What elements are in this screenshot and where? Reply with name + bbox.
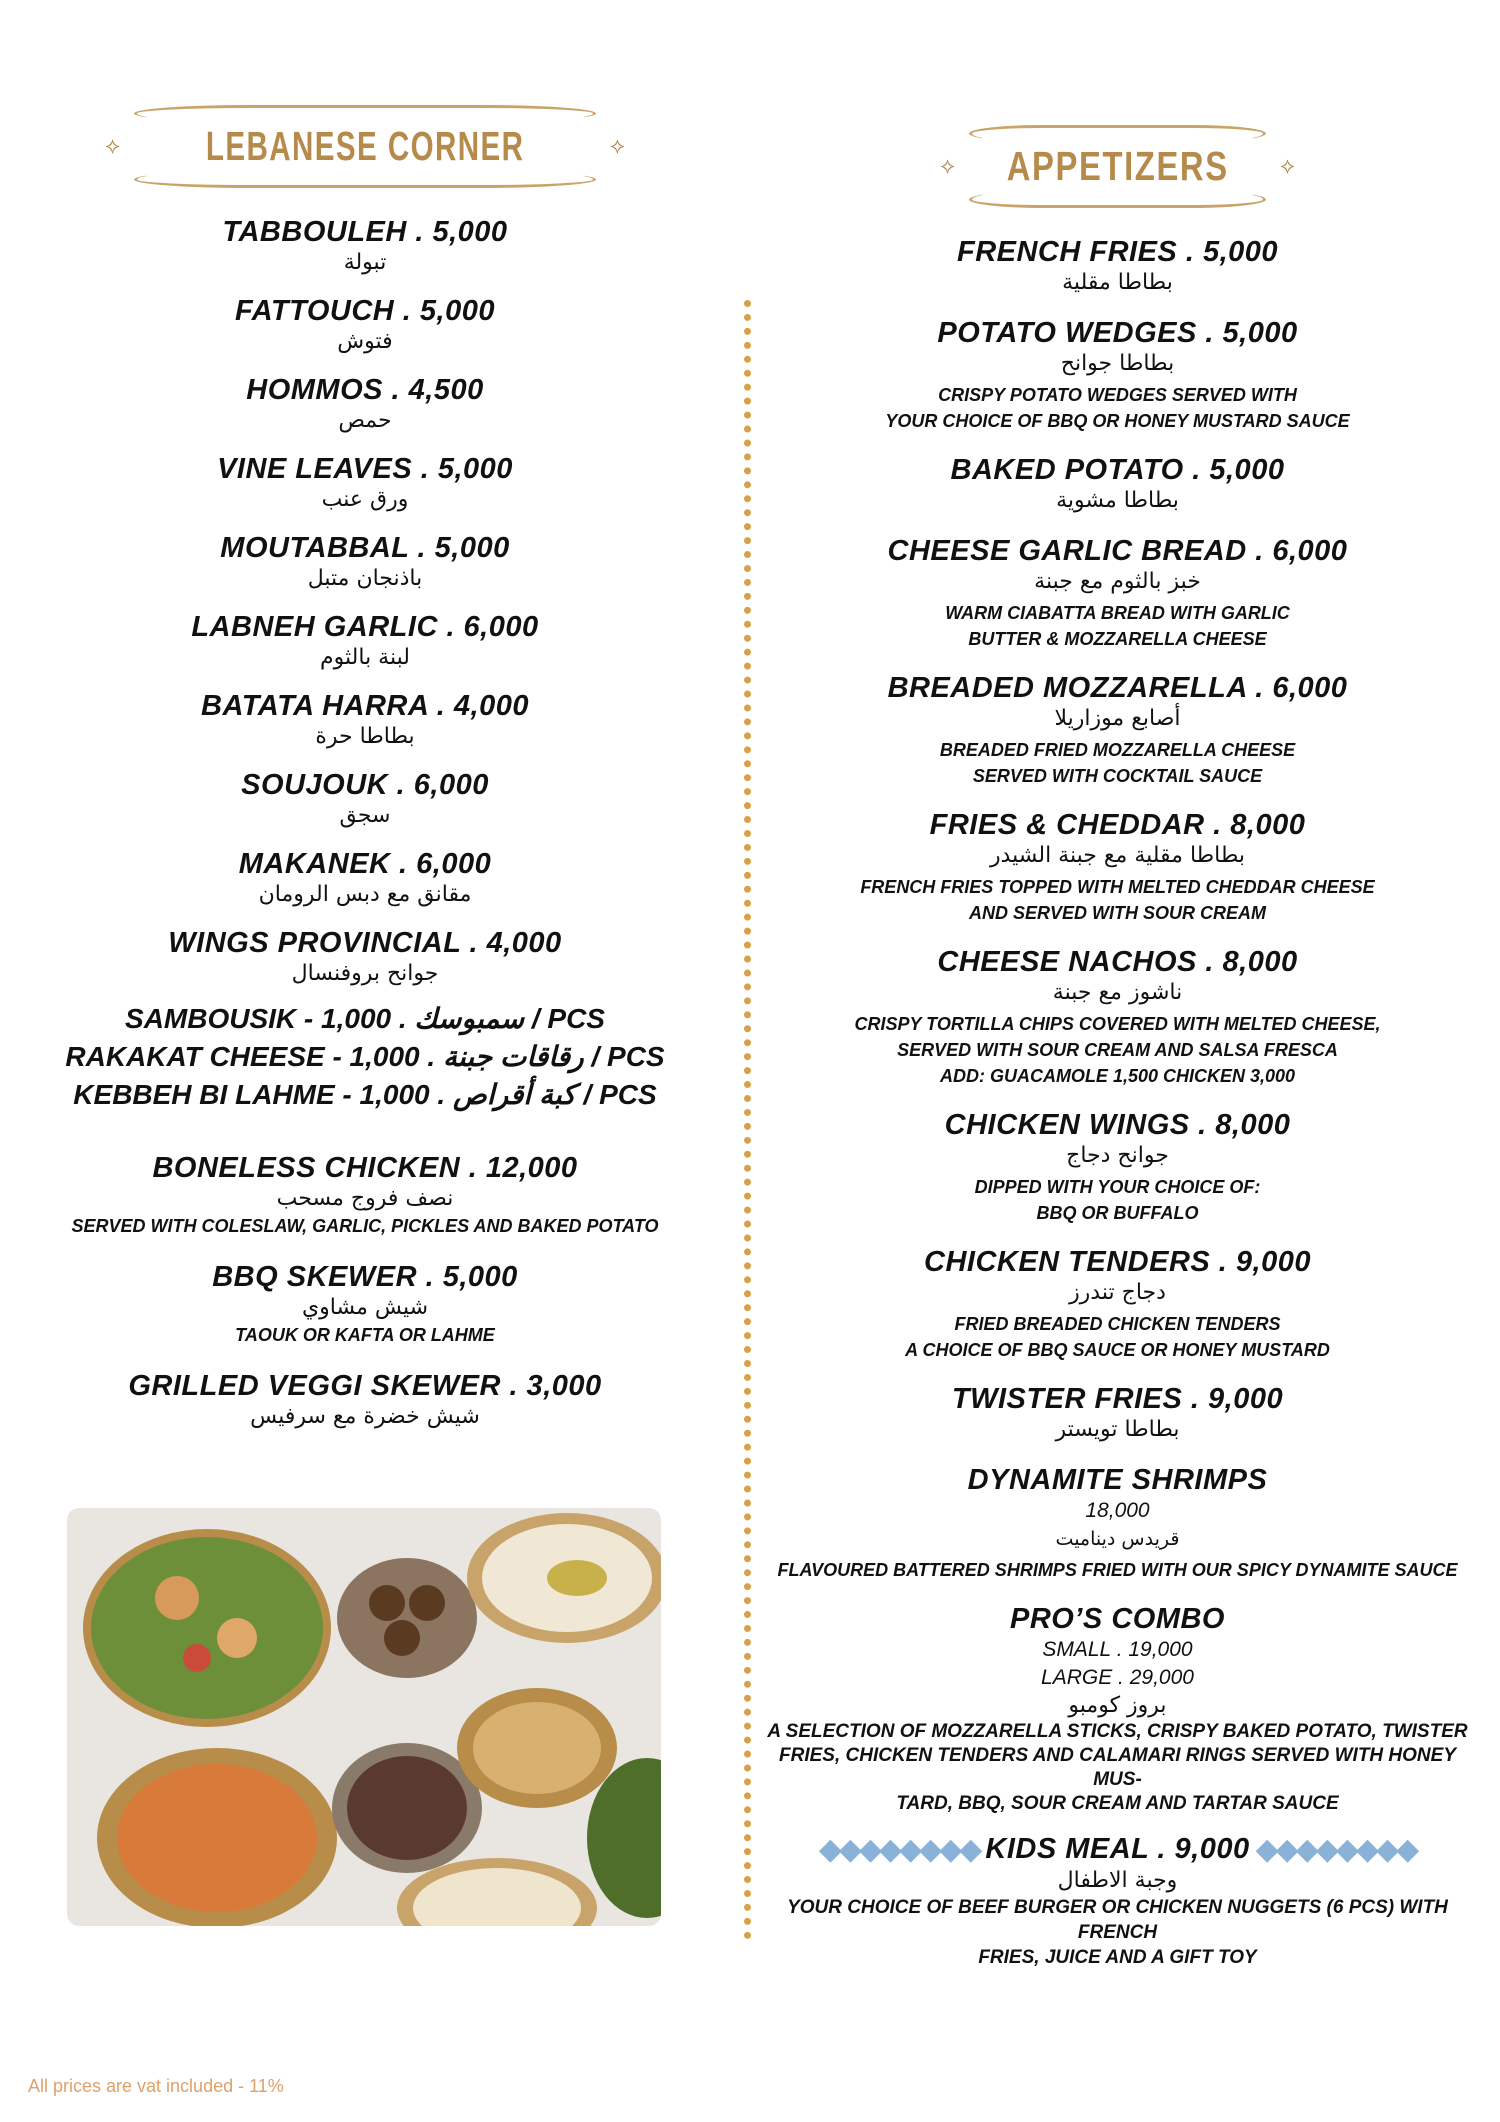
item-description: YOUR CHOICE OF BEEF BURGER OR CHICKEN NUGGETS (6 PCS) WITH FRENCH FRIES, JUICE AND A GIFT TOY — [787, 1897, 1448, 1968]
item-description: A SELECTION OF MOZZARELLA STICKS, CRISPY BAKED POTATO, TWISTER FRIES, CHICKEN TENDERS AND CALAMARI RINGS SERVED WITH HONEY MUS- TARD, BBQ, SOUR CREAM AND TARTAR SAUCE — [767, 1721, 1468, 1814]
item-description: TAOUK OR KAFTA OR LAHME — [235, 1325, 495, 1345]
item-name: CHEESE NACHOS . 8,000 — [937, 946, 1298, 978]
diamond-border-icon: ◆◆◆◆◆◆◆◆ — [818, 1832, 980, 1867]
item-arabic-name: وجبة الاطفال — [1057, 1868, 1178, 1893]
item-name: KIDS MEAL . 9,000 — [985, 1833, 1250, 1865]
item-name: CHICKEN WINGS . 8,000 — [944, 1109, 1291, 1141]
item-arabic-name: بروز كومبو — [1068, 1693, 1167, 1718]
item-name: FRIES & CHEDDAR . 8,000 — [929, 809, 1306, 841]
menu-item — [765, 454, 1470, 515]
item-arabic-name: حمص — [338, 408, 392, 433]
item-arabic-name: فتوش — [337, 329, 393, 354]
menu-item — [765, 672, 1470, 789]
item-arabic-name: شيش مشاوي — [301, 1295, 429, 1320]
item-name: PRO’S COMBO — [1010, 1603, 1225, 1635]
item-name: MAKANEK . 6,000 — [238, 848, 492, 880]
item-arabic-name: جوانح دجاج — [1066, 1143, 1169, 1168]
menu-list-grill — [60, 1152, 670, 1431]
menu-list — [60, 216, 670, 988]
item-arabic-name: نصف فروج مسحب — [276, 1186, 454, 1211]
item-name: BBQ SKEWER . 5,000 — [212, 1261, 518, 1293]
item-name: SOUJOUK . 6,000 — [241, 769, 489, 801]
menu-item — [765, 1603, 1470, 1816]
item-arabic-name: مقانق مع دبس الرومان — [258, 882, 472, 907]
item-arabic-name: ورق عنب — [321, 487, 409, 512]
item-name: FRENCH FRIES . 5,000 — [956, 236, 1279, 268]
item-name: HOMMOS . 4,500 — [246, 374, 484, 406]
diamond-border-icon: ◆◆◆◆◆◆◆◆ — [1255, 1832, 1417, 1867]
per-piece-item: KEBBEH BI LAHME - كبة أقراص . 1,000 / PCS — [73, 1079, 657, 1110]
menu-item — [60, 769, 670, 830]
item-arabic-name: بطاطا تويستر — [1055, 1417, 1180, 1442]
item-description: FRIED BREADED CHICKEN TENDERS A CHOICE OF BBQ SAUCE OR HONEY MUSTARD — [905, 1314, 1330, 1360]
menu-item — [60, 1152, 670, 1239]
menu-list — [765, 236, 1470, 1444]
kids-header-row — [765, 1832, 1470, 1867]
section-title: LEBANESE CORNER — [205, 123, 525, 169]
menu-item-kids — [765, 1832, 1470, 1970]
ornament-icon: ⟡ — [940, 154, 955, 179]
item-arabic-name: أصابع موزاريلا — [1054, 706, 1181, 731]
item-description: BREADED FRIED MOZZARELLA CHEESE SERVED WITH COCKTAIL SAUCE — [939, 740, 1296, 786]
menu-item — [60, 453, 670, 514]
menu-item — [765, 317, 1470, 434]
item-name: TWISTER FRIES . 9,000 — [951, 1383, 1284, 1415]
item-arabic-name: جوانح بروفنسال — [291, 961, 439, 986]
item-arabic-name: خبز بالثوم مع جبنة — [1034, 569, 1201, 594]
menu-item — [60, 295, 670, 356]
item-name: FATTOUCH . 5,000 — [235, 295, 495, 327]
item-arabic-name: دجاج تندرز — [1069, 1280, 1166, 1305]
per-piece-list — [60, 1000, 670, 1114]
item-arabic-name: سجق — [339, 803, 391, 828]
section-title: APPETIZERS — [1006, 143, 1229, 189]
item-name: BAKED POTATO . 5,000 — [950, 454, 1285, 486]
menu-item — [60, 1370, 670, 1431]
menu-item — [60, 927, 670, 988]
per-piece-item: RAKAKAT CHEESE - رقاقات جبنة . 1,000 / PCS — [65, 1041, 665, 1072]
menu-item — [765, 809, 1470, 926]
item-name: VINE LEAVES . 5,000 — [217, 453, 513, 485]
lebanese-corner-header — [60, 105, 670, 188]
menu-item — [60, 374, 670, 435]
menu-item — [60, 1261, 670, 1348]
item-description: FLAVOURED BATTERED SHRIMPS FRIED WITH OUR SPICY DYNAMITE SAUCE — [777, 1560, 1458, 1580]
per-piece-item: SAMBOUSIK - سمبوسك . 1,000 / PCS — [125, 1003, 605, 1034]
item-price: 18,000 — [1085, 1499, 1150, 1522]
item-arabic-name: بطاطا مشوية — [1056, 488, 1179, 513]
vat-note: All prices are vat included - 11% — [28, 2076, 284, 2096]
item-name: CHICKEN TENDERS . 9,000 — [924, 1246, 1311, 1278]
item-description: CRISPY TORTILLA CHIPS COVERED WITH MELTED CHEESE, SERVED WITH SOUR CREAM AND SALSA FRESCA ADD: GUACAMOLE 1,500 CHICKEN 3,000 — [854, 1014, 1381, 1086]
item-description: WARM CIABATTA BREAD WITH GARLIC BUTTER & MOZZARELLA CHEESE — [945, 603, 1290, 649]
item-name: DYNAMITE SHRIMPS — [967, 1464, 1268, 1496]
item-price-large: LARGE . 29,000 — [1041, 1666, 1194, 1689]
column-divider — [744, 300, 751, 1940]
menu-item — [60, 216, 670, 277]
item-arabic-name: بطاطا حرة — [315, 724, 415, 749]
ornament-icon: ⟡ — [610, 134, 625, 159]
item-arabic-name: تبولة — [343, 250, 387, 275]
menu-item — [765, 535, 1470, 652]
item-name: MOUTABBAL . 5,000 — [220, 532, 510, 564]
item-price-small: SMALL . 19,000 — [1042, 1638, 1193, 1661]
menu-item — [60, 611, 670, 672]
item-description: SERVED WITH COLESLAW, GARLIC, PICKLES AND BAKED POTATO — [71, 1216, 659, 1236]
item-arabic-name: باذنجان متبل — [307, 566, 423, 591]
appetizers-header — [765, 125, 1470, 208]
menu-item — [60, 532, 670, 593]
item-name: BONELESS CHICKEN . 12,000 — [152, 1152, 578, 1184]
item-name: POTATO WEDGES . 5,000 — [937, 317, 1298, 349]
menu-item — [765, 1246, 1470, 1363]
item-name: TABBOULEH . 5,000 — [222, 216, 508, 248]
item-description: DIPPED WITH YOUR CHOICE OF: BBQ OR BUFFALO — [974, 1177, 1261, 1223]
item-arabic-name: بطاطا مقلية مع جبنة الشيدر — [989, 843, 1246, 868]
menu-item — [765, 1383, 1470, 1444]
item-arabic-name: قريدس ديناميت — [1055, 1528, 1180, 1550]
lebanese-corner-section — [60, 105, 670, 1453]
item-arabic-name: شيش خضرة مع سرفيس — [250, 1404, 480, 1429]
item-name: LABNEH GARLIC . 6,000 — [191, 611, 539, 643]
item-name: WINGS PROVINCIAL . 4,000 — [168, 927, 562, 959]
item-arabic-name: ناشوز مع جبنة — [1052, 980, 1183, 1005]
menu-item — [765, 1464, 1470, 1583]
item-description: FRENCH FRIES TOPPED WITH MELTED CHEDDAR CHEESE AND SERVED WITH SOUR CREAM — [860, 877, 1375, 923]
header-frame — [134, 105, 596, 188]
item-description: CRISPY POTATO WEDGES SERVED WITH YOUR CHOICE OF BBQ OR HONEY MUSTARD SAUCE — [885, 385, 1350, 431]
food-photo — [67, 1508, 661, 1926]
menu-item — [765, 1109, 1470, 1226]
menu-item — [60, 690, 670, 751]
ornament-icon: ⟡ — [1280, 154, 1295, 179]
menu-item — [765, 236, 1470, 297]
appetizers-section — [765, 125, 1470, 1990]
header-frame — [969, 125, 1266, 208]
menu-item — [765, 946, 1470, 1089]
item-name: BREADED MOZZARELLA . 6,000 — [887, 672, 1348, 704]
item-arabic-name: لبنة بالثوم — [320, 645, 410, 670]
item-arabic-name: بطاطا مقلية — [1062, 270, 1173, 295]
item-name: GRILLED VEGGI SKEWER . 3,000 — [128, 1370, 602, 1402]
item-arabic-name: بطاطا جوانح — [1060, 351, 1175, 376]
item-name: BATATA HARRA . 4,000 — [201, 690, 529, 722]
item-name: CHEESE GARLIC BREAD . 6,000 — [887, 535, 1348, 567]
ornament-icon: ⟡ — [105, 134, 120, 159]
menu-item — [60, 848, 670, 909]
